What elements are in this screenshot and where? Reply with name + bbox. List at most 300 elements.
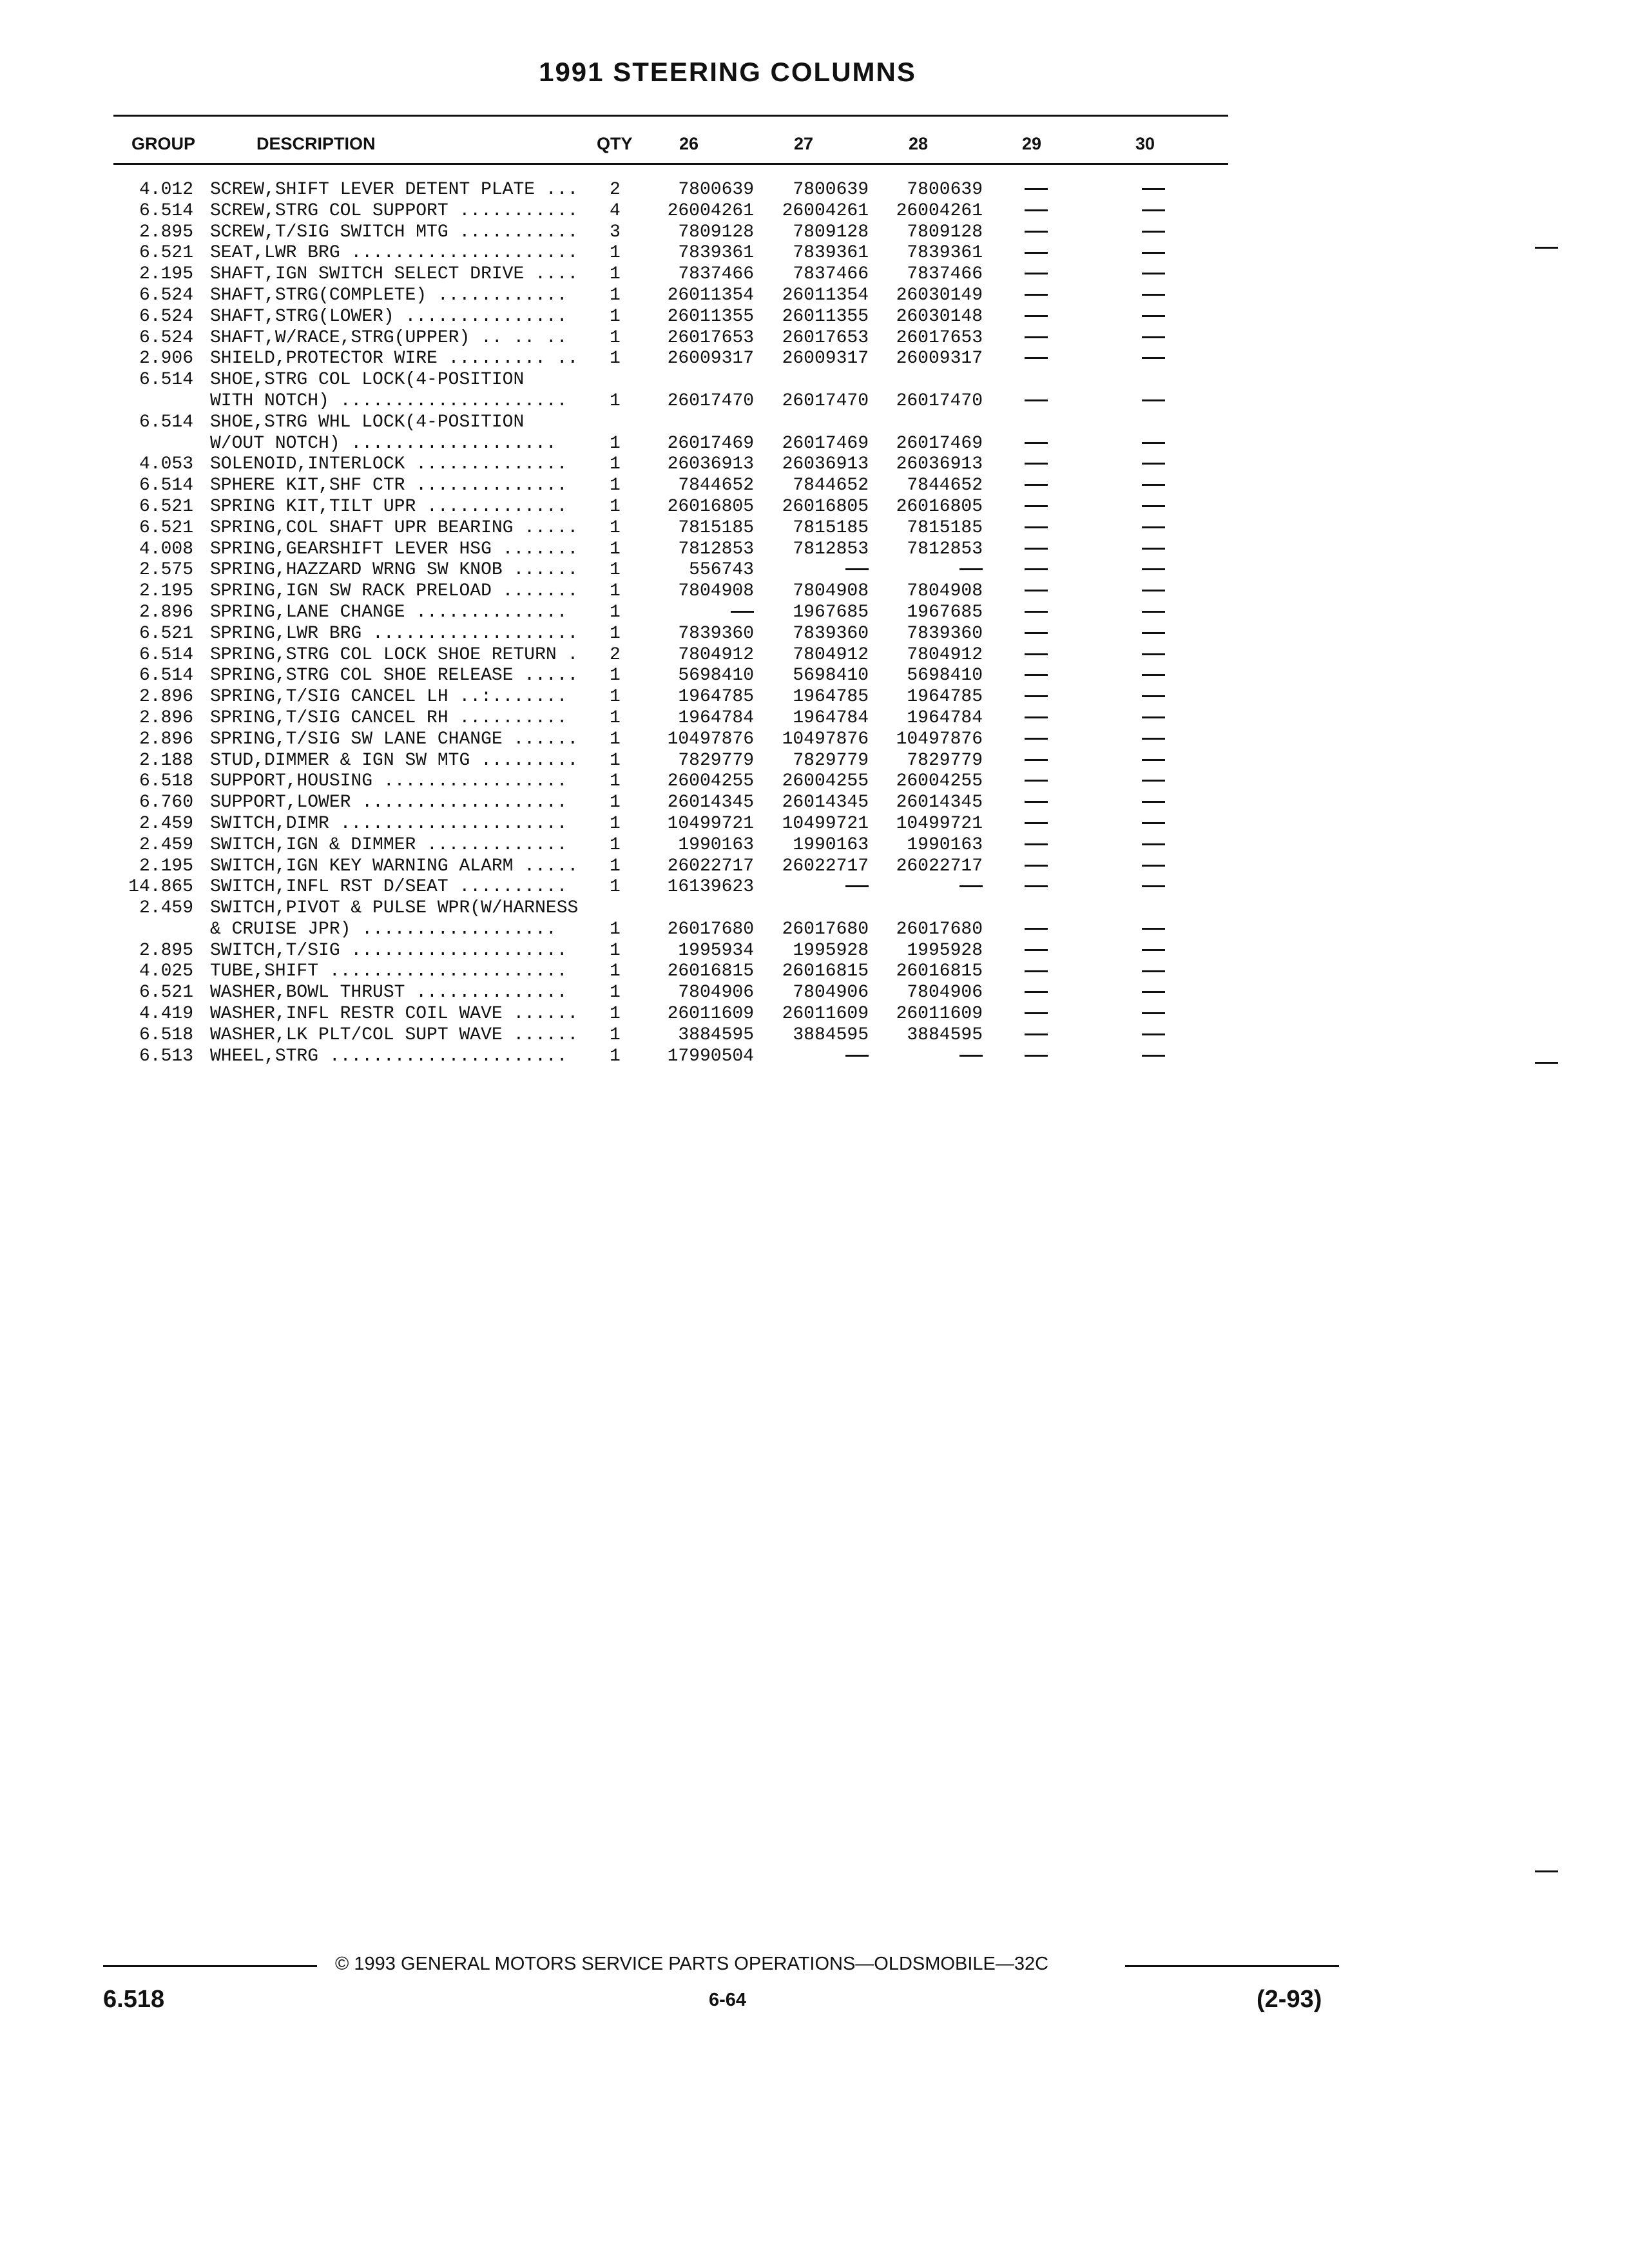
part-26-cell: 26009317: [667, 349, 754, 369]
part-26-cell: 10499721: [667, 813, 754, 834]
part-30-cell: [1135, 454, 1171, 476]
part-27-cell: 26016815: [782, 961, 869, 982]
dash-mark: [1142, 674, 1165, 676]
qty-cell: 1: [610, 983, 621, 1003]
table-row: [0, 454, 1629, 476]
footer-rule-right: [1125, 1965, 1339, 1967]
description-cell: SHAFT,STRG(LOWER) ...............: [210, 306, 568, 327]
dash-mark: [1142, 970, 1165, 972]
part-29-cell: [1018, 793, 1054, 814]
footer-rule-left: [103, 1965, 317, 1967]
part-30-cell: [1135, 687, 1171, 708]
description-cell: SHOE,STRG WHL LOCK(4-POSITION: [210, 412, 525, 432]
qty-cell: 1: [610, 750, 621, 771]
group-cell: 2.459: [139, 834, 193, 855]
part-27-cell: 7839361: [793, 243, 869, 264]
qty-cell: 1: [610, 539, 621, 559]
part-28-cell: 26014345: [896, 793, 983, 813]
table-row: [0, 180, 1629, 201]
col-header-27: 27: [794, 134, 814, 153]
dash-mark: [1142, 611, 1165, 613]
table-row: [0, 1046, 1629, 1068]
dash-mark: [1142, 590, 1165, 591]
col-header-30: 30: [1135, 134, 1155, 153]
part-27-cell: 26016805: [782, 496, 869, 517]
part-27-cell: 26017469: [782, 433, 869, 454]
part-28-cell: 7844652: [907, 476, 983, 496]
dash-mark: [1025, 590, 1048, 591]
part-26-cell: 1964785: [678, 687, 754, 707]
part-26-cell: 16139623: [667, 877, 754, 898]
dash-mark: [1025, 970, 1048, 972]
description-cell: SWITCH,IGN KEY WARNING ALARM .....: [210, 856, 579, 876]
part-30-cell: [1135, 708, 1171, 729]
part-29-cell: [1018, 391, 1054, 412]
dash-mark: [1025, 991, 1048, 993]
dash-mark: [1142, 632, 1165, 634]
dash-mark: [1025, 357, 1048, 359]
qty-cell: 2: [610, 180, 621, 200]
dash-mark: [1025, 632, 1048, 634]
table-row: [0, 518, 1629, 539]
table-row: [0, 1025, 1629, 1046]
table-row: [0, 264, 1629, 285]
qty-cell: 1: [610, 476, 621, 496]
table-row: [0, 666, 1629, 687]
part-26-cell: [644, 602, 754, 624]
part-26-cell: 26004255: [667, 771, 754, 792]
group-cell: 6.514: [139, 644, 193, 665]
margin-mark: [1535, 247, 1558, 249]
description-cell: SOLENOID,INTERLOCK ..............: [210, 454, 568, 475]
description-cell: WITH NOTCH) .....................: [210, 390, 568, 411]
qty-cell: 1: [610, 390, 621, 411]
part-29-cell: [1018, 751, 1054, 772]
part-30-cell: [1135, 391, 1171, 412]
group-cell: 6.521: [139, 243, 193, 264]
dash-mark: [1142, 843, 1165, 845]
group-cell: 2.459: [139, 898, 193, 919]
part-26-cell: 26016815: [667, 961, 754, 982]
part-26-cell: 7815185: [678, 517, 754, 538]
dash-mark: [1142, 928, 1165, 930]
dash-mark: [1142, 738, 1165, 740]
group-cell: 6.513: [139, 1046, 193, 1066]
col-header-description: DESCRIPTION: [256, 134, 376, 153]
part-26-cell: 26036913: [667, 454, 754, 475]
qty-cell: 4: [610, 200, 621, 221]
qty-cell: 1: [610, 285, 621, 305]
part-27-cell: [759, 1046, 869, 1068]
part-28-cell: 1967685: [907, 602, 983, 622]
part-29-cell: [1018, 285, 1054, 307]
part-27-cell: 7839360: [793, 623, 869, 644]
part-29-cell: [1018, 180, 1054, 201]
description-cell: SHIELD,PROTECTOR WIRE ......... ..: [210, 349, 579, 369]
dash-mark: [1025, 949, 1048, 951]
part-30-cell: [1135, 476, 1171, 497]
group-cell: 2.195: [139, 264, 193, 285]
part-28-cell: 7837466: [907, 264, 983, 285]
part-26-cell: 26022717: [667, 856, 754, 876]
part-30-cell: [1135, 243, 1171, 264]
part-28-cell: 1964785: [907, 687, 983, 707]
part-28-cell: 7809128: [907, 222, 983, 242]
group-cell: 2.896: [139, 729, 193, 749]
part-29-cell: [1018, 602, 1054, 624]
qty-cell: 1: [610, 856, 621, 876]
margin-mark: [1535, 1870, 1558, 1872]
part-27-cell: 26017653: [782, 327, 869, 348]
table-row: [0, 391, 1629, 412]
header-bottom-rule: [113, 163, 1228, 165]
part-30-cell: [1135, 264, 1171, 285]
part-29-cell: [1018, 687, 1054, 708]
part-27-cell: 1964784: [793, 707, 869, 728]
part-29-cell: [1018, 434, 1054, 455]
col-header-group: GROUP: [131, 134, 196, 153]
dash-mark: [1142, 463, 1165, 465]
part-30-cell: [1135, 307, 1171, 328]
group-cell: 2.188: [139, 750, 193, 771]
part-27-cell: 7804908: [793, 581, 869, 602]
part-28-cell: 5698410: [907, 666, 983, 686]
part-26-cell: 26011354: [667, 285, 754, 305]
description-cell: SPRING,COL SHAFT UPR BEARING .....: [210, 517, 579, 538]
part-28-cell: 26017680: [896, 919, 983, 939]
dash-mark: [1025, 484, 1048, 486]
table-row: [0, 751, 1629, 772]
part-29-cell: [1018, 243, 1054, 264]
dash-mark: [1025, 928, 1048, 930]
part-26-cell: 556743: [689, 560, 754, 581]
part-28-cell: 1995928: [907, 940, 983, 961]
dash-mark: [1025, 548, 1048, 550]
dash-mark: [1025, 674, 1048, 676]
part-29-cell: [1018, 1004, 1054, 1025]
part-27-cell: 7812853: [793, 539, 869, 559]
part-26-cell: 1964784: [678, 707, 754, 728]
description-cell: SHAFT,STRG(COMPLETE) ............: [210, 285, 568, 305]
part-28-cell: 26009317: [896, 349, 983, 369]
group-cell: 4.012: [139, 180, 193, 200]
qty-cell: 1: [610, 602, 621, 622]
part-30-cell: [1135, 771, 1171, 793]
dash-mark: [1142, 484, 1165, 486]
footer-copyright: © 1993 GENERAL MOTORS SERVICE PARTS OPERATIONS—OLDSMOBILE—32C: [335, 1954, 1049, 1974]
qty-cell: 1: [610, 264, 621, 285]
description-cell: SPHERE KIT,SHF CTR ..............: [210, 476, 568, 496]
dash-mark: [1142, 294, 1165, 296]
dash-mark: [1025, 1033, 1048, 1035]
part-26-cell: 7804906: [678, 983, 754, 1003]
dash-mark: [1025, 336, 1048, 338]
dash-mark: [1025, 231, 1048, 233]
dash-mark: [1025, 209, 1048, 211]
table-row: [0, 476, 1629, 497]
dash-mark: [845, 885, 869, 887]
page-title: 1991 STEERING COLUMNS: [539, 57, 916, 87]
dash-mark: [1025, 505, 1048, 507]
dash-mark: [1025, 273, 1048, 274]
group-cell: 2.906: [139, 349, 193, 369]
part-28-cell: 7804908: [907, 581, 983, 602]
part-30-cell: [1135, 497, 1171, 518]
group-cell: 6.518: [139, 771, 193, 792]
col-header-qty: QTY: [597, 134, 633, 153]
qty-cell: 1: [610, 623, 621, 644]
dash-mark: [1142, 315, 1165, 317]
group-cell: 4.008: [139, 539, 193, 559]
part-26-cell: 7804908: [678, 581, 754, 602]
part-29-cell: [1018, 539, 1054, 561]
dash-mark: [1025, 738, 1048, 740]
part-30-cell: [1135, 180, 1171, 201]
part-26-cell: 7812853: [678, 539, 754, 559]
dash-mark: [1142, 949, 1165, 951]
description-cell: STUD,DIMMER & IGN SW MTG .........: [210, 750, 579, 771]
description-cell: WHEEL,STRG ......................: [210, 1046, 568, 1066]
part-27-cell: 26004255: [782, 771, 869, 792]
description-cell: SHOE,STRG COL LOCK(4-POSITION: [210, 370, 525, 390]
group-cell: 2.896: [139, 602, 193, 622]
part-30-cell: [1135, 560, 1171, 581]
dash-mark: [1025, 1012, 1048, 1014]
part-28-cell: [873, 1046, 983, 1068]
part-28-cell: 26016805: [896, 496, 983, 517]
part-28-cell: 10497876: [896, 729, 983, 749]
dash-mark: [1142, 801, 1165, 803]
part-27-cell: 7815185: [793, 517, 869, 538]
dash-mark: [1025, 294, 1048, 296]
dash-mark: [1025, 885, 1048, 887]
group-cell: 2.575: [139, 560, 193, 581]
group-cell: 2.195: [139, 856, 193, 876]
part-29-cell: [1018, 328, 1054, 349]
part-26-cell: 26004261: [667, 200, 754, 221]
part-28-cell: 7800639: [907, 180, 983, 200]
dash-mark: [1142, 822, 1165, 824]
part-29-cell: [1018, 476, 1054, 497]
part-26-cell: 1990163: [678, 834, 754, 855]
qty-cell: 1: [610, 581, 621, 602]
part-28-cell: 7839361: [907, 243, 983, 264]
part-26-cell: 7804912: [678, 644, 754, 665]
description-cell: SCREW,STRG COL SUPPORT ...........: [210, 200, 579, 221]
description-cell: SWITCH,INFL RST D/SEAT ..........: [210, 877, 568, 898]
qty-cell: 1: [610, 877, 621, 898]
dash-mark: [1142, 336, 1165, 338]
dash-mark: [1025, 716, 1048, 718]
description-cell: SCREW,T/SIG SWITCH MTG ...........: [210, 222, 579, 242]
dash-mark: [1025, 759, 1048, 761]
dash-mark: [845, 1055, 869, 1057]
table-row: [0, 307, 1629, 328]
description-cell: SPRING,STRG COL LOCK SHOE RETURN .: [210, 644, 579, 665]
dash-mark: [1025, 653, 1048, 655]
footer-page-number: 6-64: [708, 1990, 747, 2010]
qty-cell: 1: [610, 707, 621, 728]
part-27-cell: [759, 560, 869, 581]
part-30-cell: [1135, 877, 1171, 898]
part-27-cell: 7809128: [793, 222, 869, 242]
part-29-cell: [1018, 645, 1054, 666]
part-27-cell: 10499721: [782, 813, 869, 834]
group-cell: 2.895: [139, 940, 193, 961]
part-30-cell: [1135, 624, 1171, 645]
table-row: [0, 243, 1629, 264]
group-cell: 4.419: [139, 1004, 193, 1024]
description-cell: WASHER,LK PLT/COL SUPT WAVE ......: [210, 1024, 579, 1045]
qty-cell: 1: [610, 517, 621, 538]
dash-mark: [1142, 357, 1165, 359]
part-30-cell: [1135, 581, 1171, 602]
footer-date-code: (2-93): [1257, 1986, 1322, 2013]
part-26-cell: 7800639: [678, 180, 754, 200]
table-row: [0, 497, 1629, 518]
part-27-cell: 7804912: [793, 644, 869, 665]
qty-cell: 1: [610, 1004, 621, 1024]
part-27-cell: 7844652: [793, 476, 869, 496]
dash-mark: [1025, 463, 1048, 465]
group-cell: 6.514: [139, 200, 193, 221]
group-cell: 4.053: [139, 454, 193, 475]
group-cell: 14.865: [128, 877, 193, 898]
description-cell: SWITCH,DIMR .....................: [210, 813, 568, 834]
dash-mark: [1025, 843, 1048, 845]
group-cell: 2.459: [139, 813, 193, 834]
table-row: [0, 349, 1629, 370]
part-30-cell: [1135, 961, 1171, 983]
part-28-cell: 26030149: [896, 285, 983, 305]
part-28-cell: 7839360: [907, 623, 983, 644]
part-30-cell: [1135, 666, 1171, 687]
part-29-cell: [1018, 560, 1054, 581]
group-cell: 6.524: [139, 327, 193, 348]
table-row: [0, 645, 1629, 666]
part-27-cell: 1964785: [793, 687, 869, 707]
table-row: [0, 412, 1629, 434]
part-27-cell: 26022717: [782, 856, 869, 876]
margin-mark: [1535, 1062, 1558, 1064]
description-cell: SPRING,HAZZARD WRNG SW KNOB ......: [210, 560, 579, 581]
dash-mark: [731, 611, 754, 613]
part-29-cell: [1018, 454, 1054, 476]
dash-mark: [1025, 188, 1048, 190]
part-30-cell: [1135, 793, 1171, 814]
part-28-cell: 26036913: [896, 454, 983, 475]
part-27-cell: 5698410: [793, 666, 869, 686]
description-cell: SEAT,LWR BRG .....................: [210, 243, 579, 264]
part-27-cell: 26011354: [782, 285, 869, 305]
group-cell: 6.524: [139, 306, 193, 327]
table-row: [0, 708, 1629, 729]
part-29-cell: [1018, 941, 1054, 962]
part-30-cell: [1135, 349, 1171, 370]
part-27-cell: 26011355: [782, 306, 869, 327]
table-row: [0, 983, 1629, 1004]
part-27-cell: 1990163: [793, 834, 869, 855]
qty-cell: 1: [610, 327, 621, 348]
part-27-cell: 26036913: [782, 454, 869, 475]
part-26-cell: 7809128: [678, 222, 754, 242]
part-30-cell: [1135, 518, 1171, 539]
qty-cell: 1: [610, 454, 621, 475]
group-cell: 6.514: [139, 370, 193, 390]
qty-cell: 1: [610, 666, 621, 686]
part-27-cell: 10497876: [782, 729, 869, 749]
dash-mark: [959, 885, 983, 887]
dash-mark: [1142, 526, 1165, 528]
dash-mark: [1142, 548, 1165, 550]
dash-mark: [1025, 568, 1048, 570]
qty-cell: 1: [610, 813, 621, 834]
part-28-cell: 26004255: [896, 771, 983, 792]
part-27-cell: 1995928: [793, 940, 869, 961]
description-cell: SUPPORT,LOWER ...................: [210, 793, 568, 813]
part-27-cell: 26017680: [782, 919, 869, 939]
part-27-cell: 7829779: [793, 750, 869, 771]
dash-mark: [1142, 885, 1165, 887]
table-row: [0, 856, 1629, 878]
part-26-cell: 26017469: [667, 433, 754, 454]
qty-cell: 1: [610, 961, 621, 982]
qty-cell: 1: [610, 349, 621, 369]
dash-mark: [1142, 759, 1165, 761]
part-28-cell: 7815185: [907, 517, 983, 538]
dash-mark: [1142, 991, 1165, 993]
part-29-cell: [1018, 264, 1054, 285]
part-30-cell: [1135, 1004, 1171, 1025]
part-29-cell: [1018, 497, 1054, 518]
dash-mark: [1025, 611, 1048, 613]
part-26-cell: 5698410: [678, 666, 754, 686]
dash-mark: [1142, 231, 1165, 233]
part-26-cell: 7839360: [678, 623, 754, 644]
part-27-cell: 7800639: [793, 180, 869, 200]
qty-cell: 1: [610, 771, 621, 792]
part-26-cell: 7837466: [678, 264, 754, 285]
description-cell: SPRING,IGN SW RACK PRELOAD .......: [210, 581, 579, 602]
table-row: [0, 835, 1629, 856]
part-26-cell: 17990504: [667, 1046, 754, 1066]
description-cell: SWITCH,IGN & DIMMER .............: [210, 834, 568, 855]
part-28-cell: 7804912: [907, 644, 983, 665]
dash-mark: [959, 568, 983, 570]
table-row: [0, 602, 1629, 624]
part-26-cell: 26016805: [667, 496, 754, 517]
part-27-cell: 7804906: [793, 983, 869, 1003]
part-27-cell: 26011609: [782, 1004, 869, 1024]
part-29-cell: [1018, 518, 1054, 539]
dash-mark: [1142, 505, 1165, 507]
part-28-cell: 7804906: [907, 983, 983, 1003]
part-30-cell: [1135, 1025, 1171, 1046]
group-cell: 6.521: [139, 517, 193, 538]
part-26-cell: 26011609: [667, 1004, 754, 1024]
description-cell: SPRING KIT,TILT UPR .............: [210, 496, 568, 517]
part-30-cell: [1135, 285, 1171, 307]
dash-mark: [1025, 865, 1048, 867]
col-header-26: 26: [679, 134, 699, 153]
dash-mark: [1025, 1055, 1048, 1057]
part-30-cell: [1135, 201, 1171, 222]
part-29-cell: [1018, 307, 1054, 328]
part-27-cell: 26009317: [782, 349, 869, 369]
qty-cell: 1: [610, 496, 621, 517]
part-28-cell: 7829779: [907, 750, 983, 771]
part-28-cell: 26017469: [896, 433, 983, 454]
